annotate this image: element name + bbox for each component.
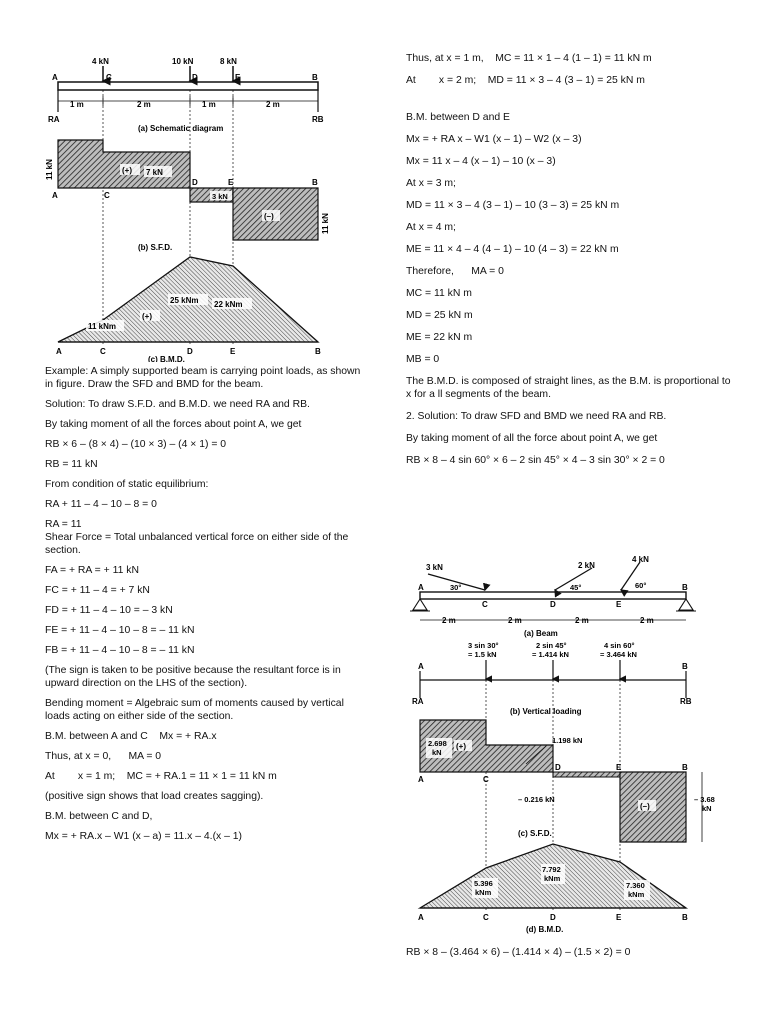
caption-2c: (c) S.F.D. [518, 829, 552, 838]
left-para-20: B.M. between C and D, [45, 811, 153, 822]
svg-text:C: C [483, 913, 489, 922]
figure-1-svg [40, 52, 370, 362]
right-para-16: By taking moment of all the force about point A, we get [406, 433, 658, 444]
right-para-15: 2. Solution: To draw SFD and BMD we need RA and RB. [406, 411, 667, 422]
reaction-rb: RB [312, 115, 324, 124]
svg-text:A: A [418, 913, 424, 922]
svg-text:A: A [52, 191, 58, 200]
svg-text:D: D [550, 600, 556, 609]
left-para-7: RA = 11 [45, 519, 82, 530]
right-para-9: Therefore, MA = 0 [406, 266, 504, 277]
sfd-2-minus: (–) [640, 802, 650, 811]
left-para-9: FA = + RA = + 11 kN [45, 565, 139, 576]
right-text-bottom [406, 946, 736, 959]
svg-text:E: E [616, 763, 622, 772]
left-para-3: RB × 6 – (8 × 4) – (10 × 3) – (4 × 1) = 0 [45, 439, 227, 450]
right-para-1: At x = 2 m; MD = 11 × 3 – 4 (3 – 1) = 25 kN m [406, 75, 645, 86]
svg-text:C: C [482, 600, 488, 609]
left-para-15: Bending moment = Algebraic sum of moments caused by vertical loads acting on either side of the section. [45, 698, 347, 722]
span2-d: 2 m [640, 616, 654, 625]
left-para-2: By taking moment of all the forces about point A, we get [45, 419, 302, 430]
load-3kn: 3 kN [426, 563, 443, 572]
svg-text:A: A [418, 662, 424, 671]
bmd-1-25knm: 25 kNm [170, 296, 199, 305]
svg-text:A: A [418, 775, 424, 784]
caption-1c: (c) B.M.D. [148, 355, 185, 362]
sfd-2-2698-unit: kN [432, 748, 442, 757]
sfd-1-3kn: 3 kN [212, 192, 228, 201]
left-para-4: RB = 11 kN [45, 459, 98, 470]
svg-text:D: D [550, 913, 556, 922]
figure-2-svg [400, 552, 730, 938]
left-para-21: Mx = + RA.x – W1 (x – a) = 11.x – 4.(x – 1) [45, 831, 243, 842]
caption-2a: (a) Beam [524, 629, 558, 638]
angle-45: 45° [570, 583, 582, 592]
sfd-2-1198: 1.198 kN [552, 736, 583, 745]
svg-text:E: E [228, 178, 234, 187]
svg-text:B: B [682, 662, 688, 671]
load-label-10kn: 10 kN [172, 57, 194, 66]
right-para-4: Mx = 11 x – 4 (x – 1) – 10 (x – 3) [406, 156, 556, 167]
load-label-8kn: 8 kN [220, 57, 237, 66]
svg-text:D: D [555, 763, 561, 772]
span2-a: 2 m [442, 616, 456, 625]
svg-text:E: E [230, 347, 236, 356]
sfd-2-plus: (+) [456, 742, 466, 751]
vert-d-2: = 1.414 kN [532, 650, 569, 659]
vert-e-1: 4 sin 60° [604, 641, 635, 650]
sfd-2-368: – 3.68 [694, 795, 715, 804]
left-para-16: B.M. between A and C Mx = + RA.x [45, 731, 217, 742]
svg-text:E: E [616, 913, 622, 922]
svg-text:B: B [682, 913, 688, 922]
reaction2-rb: RB [680, 697, 692, 706]
bmd-1-11knm: 11 kNm [88, 322, 117, 331]
right-para-0: Thus, at x = 1 m, MC = 11 × 1 – 4 (1 – 1) = 11 kN m [406, 53, 652, 64]
sfd-1-11kn-left: 11 kN [45, 159, 54, 180]
point-c: C [106, 73, 112, 82]
support-a-pin [413, 599, 427, 610]
sfd-1-7kn: 7 kN [146, 168, 163, 177]
right-para-10: MC = 11 kN m [406, 288, 472, 299]
svg-text:B: B [682, 763, 688, 772]
caption-1a: (a) Schematic diagram [138, 124, 224, 133]
svg-text:C: C [483, 775, 489, 784]
angle-60: 60° [635, 581, 647, 590]
reaction-ra: RA [48, 115, 60, 124]
svg-text:B: B [312, 178, 318, 187]
load-label-4kn: 4 kN [92, 57, 109, 66]
sfd-2-small-negative [553, 772, 620, 777]
left-para-5: From condition of static equilibrium: [45, 479, 209, 490]
point-a: A [52, 73, 58, 82]
caption-1b: (b) S.F.D. [138, 243, 173, 252]
left-para-18: At x = 1 m; MC = + RA.1 = 11 × 1 = 11 kN m [45, 771, 277, 782]
svg-text:E: E [616, 600, 622, 609]
bmd-2-7360-unit: kNm [628, 890, 645, 899]
support-b-pin [679, 599, 693, 610]
left-para-19: (positive sign shows that load creates sagging). [45, 791, 264, 802]
left-para-13: FB = + 11 – 4 – 10 – 8 = – 11 kN [45, 645, 195, 656]
load-2kn: 2 kN [578, 561, 595, 570]
left-para-0: Example: A simply supported beam is carrying point loads, as shown in figure. Draw the SFD and BMD for the beam. [45, 366, 364, 390]
sfd-1-11kn-right: 11 kN [321, 213, 330, 234]
vert-d-1: 2 sin 45° [536, 641, 567, 650]
left-para-12: FE = + 11 – 4 – 10 – 8 = – 11 kN [45, 625, 195, 636]
bmd-2-5396: 5.396 [474, 879, 493, 888]
right-para-bottom: RB × 8 – (3.464 × 6) – (1.414 × 4) – (1.5 × 2) = 0 [406, 947, 631, 958]
span-1m-a: 1 m [70, 100, 84, 109]
svg-text:D: D [187, 347, 193, 356]
beam-1 [58, 82, 318, 90]
sfd-1-plus: (+) [122, 166, 132, 175]
svg-text:D: D [192, 178, 198, 187]
figure-2 [400, 552, 730, 938]
vert-e-2: = 3.464 kN [600, 650, 637, 659]
right-para-13: MB = 0 [406, 354, 440, 365]
span-2m-b: 2 m [137, 100, 151, 109]
right-text-column [406, 52, 736, 467]
span-1m-c: 1 m [202, 100, 216, 109]
svg-text:A: A [418, 583, 424, 592]
left-para-17: Thus, at x = 0, MA = 0 [45, 751, 162, 762]
bmd-2-7792-unit: kNm [544, 874, 561, 883]
vert-c-1: 3 sin 30° [468, 641, 499, 650]
point-e: E [235, 73, 241, 82]
reaction2-ra: RA [412, 697, 424, 706]
right-para-7: At x = 4 m; [406, 222, 456, 233]
sfd-2-0216: – 0.216 kN [518, 795, 555, 804]
span-2m-d: 2 m [266, 100, 280, 109]
bmd-1-22knm: 22 kNm [214, 300, 243, 309]
right-para-3: Mx = + RA x – W1 (x – 1) – W2 (x – 3) [406, 134, 582, 145]
point-b: B [312, 73, 318, 82]
bmd-1-plus: (+) [142, 312, 152, 321]
span2-b: 2 m [508, 616, 522, 625]
right-para-5: At x = 3 m; [406, 178, 456, 189]
svg-text:C: C [100, 347, 106, 356]
right-para-17: RB × 8 – 4 sin 60° × 6 – 2 sin 45° × 4 – 3 sin 30° × 2 = 0 [406, 455, 665, 466]
sfd-1-minus: (–) [264, 212, 274, 221]
left-para-6: RA + 11 – 4 – 10 – 8 = 0 [45, 499, 157, 510]
figure-1 [40, 52, 370, 362]
left-para-1: Solution: To draw S.F.D. and B.M.D. we need RA and RB. [45, 399, 310, 410]
span2-c: 2 m [575, 616, 589, 625]
right-para-11: MD = 25 kN m [406, 310, 473, 321]
bmd-2-7792: 7.792 [542, 865, 561, 874]
caption-2b: (b) Vertical loading [510, 707, 582, 716]
left-para-14: (The sign is taken to be positive because the resultant force is in upward direction on the LHS of the section). [45, 665, 344, 689]
svg-text:B: B [682, 583, 688, 592]
beam-2 [420, 592, 686, 599]
load-4kn: 4 kN [632, 555, 649, 564]
right-para-14: The B.M.D. is composed of straight lines, as the B.M. is proportional to x for a ll segments of the beam. [406, 376, 734, 400]
bmd-2-5396-unit: kNm [475, 888, 492, 897]
right-para-2: B.M. between D and E [406, 112, 510, 123]
left-para-10: FC = + 11 – 4 = + 7 kN [45, 585, 150, 596]
right-para-12: ME = 22 kN m [406, 332, 473, 343]
svg-text:B: B [315, 347, 321, 356]
svg-text:A: A [56, 347, 62, 356]
left-para-11: FD = + 11 – 4 – 10 = – 3 kN [45, 605, 173, 616]
caption-2d: (d) B.M.D. [526, 925, 564, 934]
left-text-column [45, 365, 365, 843]
left-para-8: Shear Force = Total unbalanced vertical force on either side of the section. [45, 532, 352, 556]
angle-30: 30° [450, 583, 462, 592]
right-para-6: MD = 11 × 3 – 4 (3 – 1) – 10 (3 – 3) = 25 kN m [406, 200, 620, 211]
svg-text:C: C [104, 191, 110, 200]
right-para-8: ME = 11 × 4 – 4 (4 – 1) – 10 (4 – 3) = 22 kN m [406, 244, 619, 255]
vert-c-2: = 1.5 kN [468, 650, 497, 659]
sfd-2-2698: 2.698 [428, 739, 447, 748]
sfd-2-368-unit: kN [702, 804, 712, 813]
point-d: D [192, 73, 198, 82]
bmd-2-7360: 7.360 [626, 881, 645, 890]
